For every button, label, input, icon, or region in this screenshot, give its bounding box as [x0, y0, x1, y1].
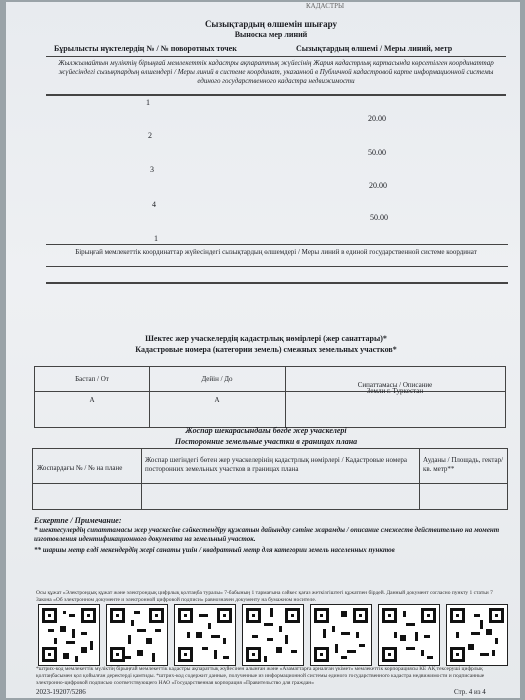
qr-code: [106, 604, 168, 666]
adjacent-title-ru: Кадастровые номера (категории земель) смежных земельных участков*: [135, 345, 397, 354]
qr-code: [174, 604, 236, 666]
point-label: 4: [152, 200, 156, 209]
length-value: 50.00: [368, 148, 386, 157]
footer-note: Осы құжат «Электрондық құжат және электрондық цифрлық қолтаңба туралы» 7-бабының 1 тармағына сәйкес қағаз жеткізгіштегі құжатпен бірдей. Данный документ согласно пункту 1 статьи 7 Закона «Об электронном документе и электронной цифровой подписи» равнозначен документу на бумажном носителе.: [36, 590, 493, 603]
qr-code: [310, 604, 372, 666]
remark-1: * шектесулердің сипаттамасы жер учаскесіне сәйкестендіру құжатын дайындау сәтіне жарамды / описание смежеств действительно на момент изготовления идентификационного документа на земельный участок.: [34, 526, 500, 543]
adjacent-from: А: [89, 396, 95, 404]
adjacent-header: Дейін / До: [201, 375, 233, 383]
document-page: [6, 2, 520, 698]
public-map-note: Жылжымайтын мүліктің бірыңғай мемлекеттік кадастры ақпараттық жүйесінің Жария кадастрлық картасында көрсетілген координаттар жүйесіндегі сызықтардың өлшемдері / Меры линий в системе координат, указанной в Публичной кадастровой карте информационной системы единого государственного кадастра недвижимости: [58, 59, 494, 85]
point-label: 3: [150, 165, 154, 174]
unified-coords-note: Бірыңғай мемлекеттік координаттар жүйесіндегі сызықтардың өлшемдері / Меры линий в единой государственной системе координат: [75, 248, 477, 256]
title-ru: Выноска мер линий: [234, 30, 308, 39]
point-label: 1: [154, 234, 158, 243]
col-points-header: Бұрылысты нүктелердің № / № поворотных точек: [54, 44, 237, 53]
adjacent-header: Бастап / От: [75, 375, 109, 383]
foreign-table: [32, 448, 508, 510]
foreign-header: Ауданы / Площадь, гектар/кв. метр**: [423, 456, 504, 473]
qr-code: [378, 604, 440, 666]
adjacent-table: [34, 366, 506, 428]
point-label: 1: [146, 98, 150, 107]
qr-code: [38, 604, 100, 666]
foreign-header: Жоспардағы № / № на плане: [37, 464, 123, 472]
col-lengths-header: Сызықтардың өлшемі / Меры линий, метр: [296, 44, 453, 53]
adjacent-header: Сипаттамасы / Описание: [357, 381, 433, 389]
page-number: Стр. 4 из 4: [454, 688, 486, 696]
document-number: 2023-19207/5286: [36, 688, 86, 696]
remark-title: Ескертпе / Примечание:: [34, 516, 122, 525]
qr-code: [242, 604, 304, 666]
foreign-title-ru: Посторонние земельные участки в границах плана: [174, 437, 358, 446]
length-value: 20.00: [368, 114, 386, 123]
remark-2: ** шаршы метр елді мекендердің жері санаты үшін / квадратный метр для категории земель населенных пунктов: [34, 546, 395, 554]
point-label: 2: [148, 131, 152, 140]
header-fragment: КАДАСТРЫ: [306, 2, 345, 10]
adjacent-desc: Земли г. Туркестан: [366, 387, 424, 395]
foreign-header: Жоспар шегіндегі бөтен жер учаскелерінің кадастрлық нөмірлері / Кадастровые номера посторонних земельных участков в границах плана: [145, 456, 408, 473]
length-value: 20.00: [369, 181, 387, 190]
adjacent-to: А: [214, 396, 220, 404]
foreign-title-kz: Жоспар шекарасындағы бөгде жер учаскелері: [185, 426, 347, 435]
barcode-note: *штрих-код мемлекеттік мүліктің бірыңғай мемлекеттік кадастры ақпараттық жүйесінен алынған және «Азаматтарға арналған үкімет» мемлекеттік корпорациясы КЕ АҚ тексеруші цифрлық қолтаңбасымен қол қойылған деректерді қамтиды. *штрих-код содержит данные, полученные из информационной системы единого государственного кадастра недвижимости и подписанные электронно-цифровой подписью соответствующего НАО «Государственная корпорация «Правительство для граждан»: [36, 666, 485, 686]
adjacent-title-kz: Шектес жер учаскелердің кадастрлық нөмірлері (жер санаттары)*: [145, 334, 387, 343]
qr-code: [446, 604, 508, 666]
title-kz: Сызықтардың өлшемін шығару: [204, 19, 338, 29]
length-value: 50.00: [370, 213, 388, 222]
